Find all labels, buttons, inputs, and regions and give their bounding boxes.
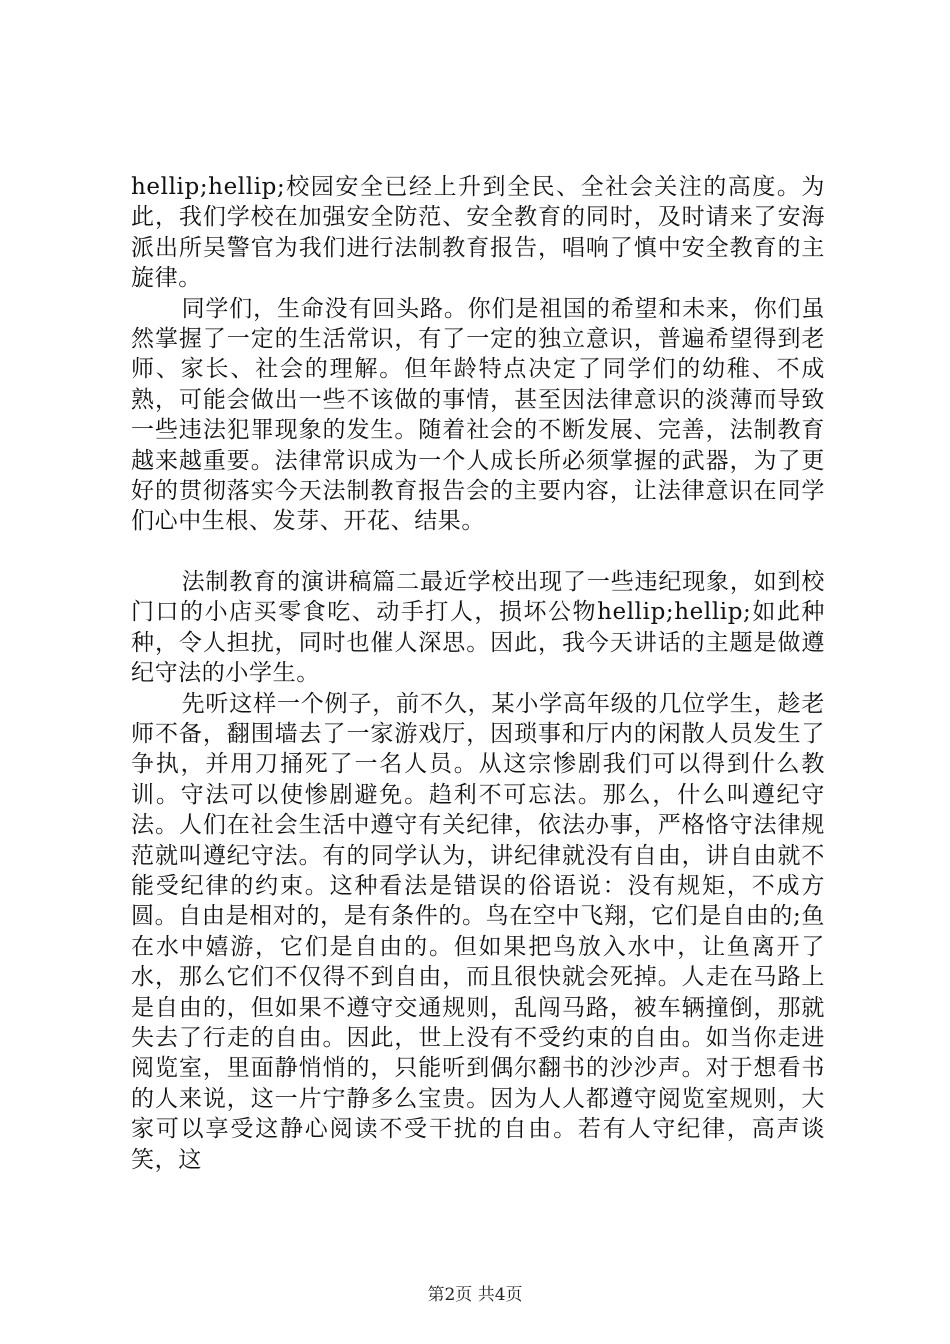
page-number-footer: 第2页 共4页	[427, 1285, 523, 1305]
paragraph-campus-safety: hellip;hellip;校园安全已经上升到全民、全社会关注的高度。为此，我们学校在加强安全防范、安全教育的同时，及时请来了安海派出所吴警官为我们进行法制教育报告，唱响了慎中安全教育的主旋律。	[131, 174, 825, 292]
paragraph-example-story: 先听这样一个例子，前不久，某小学高年级的几位学生，趁老师不备，翻围墙去了一家游戏厅，因琐事和厅内的闲散人员发生了争执，并用刀捅死了一名人员。从这宗惨剧我们可以得到什么教训。守法可以使惨剧避免。趋利不可忘法。那么，什么叫遵纪守法。人们在社会生活中遵守有关纪律，依法办事，严格恪守法律规范就叫遵纪守法。有的同学认为，讲纪律就没有自由，讲自由就不能受纪律的约束。这种看法是错误的俗语说：没有规矩，不成方圆。自由是相对的，是有条件的。鸟在空中飞翔，它们是自由的;鱼在水中嬉游，它们是自由的。但如果把鸟放入水中，让鱼离开了水，那么它们不仅得不到自由，而且很快就会死掉。人走在马路上是自由的，但如果不遵守交通规则，乱闯马路，被车辆撞倒，那就失去了行走的自由。因此，世上没有不受约束的自由。如当你走进阅览室，里面静悄悄的，只能听到偶尔翻书的沙沙声。对于想看书的人来说，这一片宁静多么宝贵。因为人人都遵守阅览室规则，大家可以享受这静心阅读不受干扰的自由。若有人守纪律，高声谈笑，这	[131, 690, 825, 1173]
paragraph-spacer	[131, 537, 825, 567]
paragraph-life-no-return: 同学们，生命没有回头路。你们是祖国的希望和未来，你们虽然掌握了一定的生活常识，有了一定的独立意识，普遍希望得到老师、家长、社会的理解。但年龄特点决定了同学们的幼稚、不成熟，可能会做出一些不该做的事情，甚至因法律意识的淡薄而导致一些违法犯罪现象的发生。随着社会的不断发展、完善，法制教育越来越重要。法律常识成为一个人成长所必须掌握的武器，为了更好的贯彻落实今天法制教育报告会的主要内容，让法律意识在同学们心中生根、发芽、开花、结果。	[131, 295, 825, 535]
document-body	[131, 172, 825, 1175]
paragraph-speech-two-intro: 法制教育的演讲稿篇二最近学校出现了一些违纪现象，如到校门口的小店买零食吃、动手打人，损坏公物hellip;hellip;如此种种，令人担扰，同时也催人深思。因此，我今天讲话的主题是做遵纪守法的小学生。	[131, 568, 825, 687]
